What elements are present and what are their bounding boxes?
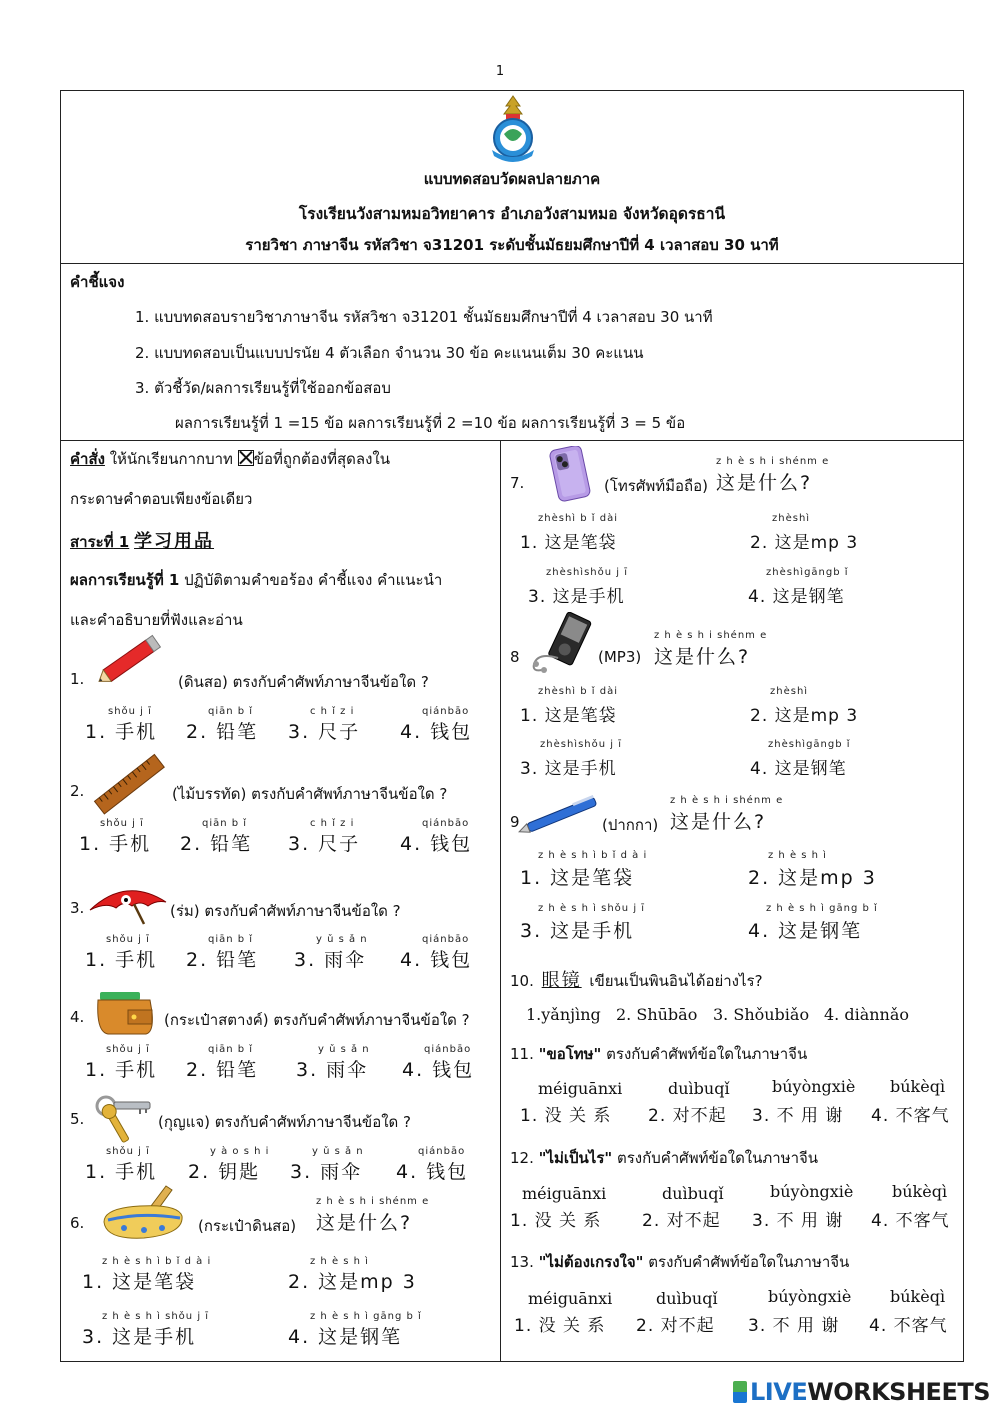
pinyin: méiguānxi (528, 1289, 613, 1308)
pinyin: z h è s h ì gāng b ǐ (310, 1311, 422, 1322)
school-name: โรงเรียนวังสามหมอวิทยาคาร อำเภอวังสามหมอ จังหวัดอุดรธานี (298, 205, 726, 223)
brand-live: LIVE (750, 1378, 808, 1406)
pinyin: shǒu j ī (100, 818, 144, 829)
answer-option[interactable]: 1. 手机 (79, 833, 152, 855)
pinyin: duìbuqǐ (662, 1184, 724, 1203)
pencil-case-icon (100, 1182, 186, 1242)
answer-option[interactable]: 3. 这是手机 (528, 587, 625, 607)
answer-option[interactable]: 2. 铅笔 (186, 1059, 259, 1081)
question-word: 眼镜 (541, 970, 582, 991)
command-label: คำสั่ง (70, 450, 105, 468)
command-text-3: กระดาษคำตอบเพียงข้อเดียว (70, 490, 253, 508)
answer-option[interactable]: 4. 不客气 (871, 1211, 950, 1231)
strand-title: 学习用品 (134, 531, 215, 552)
question-text: (ไม้บรรทัด) ตรงกับคำศัพท์ภาษาจีนข้อใด ? (172, 785, 448, 803)
question-number: 6. (70, 1214, 85, 1232)
pinyin: c h ǐ z i (310, 706, 355, 717)
answer-option[interactable]: 2. 对不起 (636, 1316, 715, 1336)
subject-line: รายวิชา ภาษาจีน รหัสวิชา จ31201 ระดับชั้นมัธยมศึกษาปีที่ 4 เวลาสอบ 30 นาที (245, 236, 779, 254)
pinyin: shǒu j ī (106, 934, 150, 945)
answer-option[interactable]: 1. 没 关 系 (520, 1106, 612, 1126)
answer-option[interactable]: 1. 这是笔袋 (520, 706, 617, 726)
question-text: (ปากกา) (602, 816, 659, 834)
outcome-text: ปฏิบัติตามคำขอร้อง คำชี้แจง คำแนะนำ (184, 571, 443, 589)
pen-icon (516, 790, 608, 840)
answer-option[interactable]: 4. 钱包 (400, 833, 473, 855)
answer-option[interactable]: 3. 不 用 谢 (748, 1316, 840, 1336)
answer-option[interactable]: 4. 钱包 (402, 1059, 475, 1081)
divider-columns (500, 440, 501, 1362)
school-emblem-icon (482, 94, 544, 166)
pinyin: z h è s h i shénm e (670, 795, 784, 806)
pinyin: qiān b ǐ (208, 1044, 254, 1055)
pinyin: qiān b ǐ (202, 818, 248, 829)
question-number: 3. (70, 899, 85, 917)
pinyin: zhèshì b ǐ dài (538, 513, 618, 524)
question-text: ตรงกับคำศัพท์ข้อใดในภาษาจีน (648, 1253, 850, 1271)
answer-option[interactable]: 1. 手机 (85, 721, 158, 743)
question-quote: "ไม่ต้องเกรงใจ" (538, 1253, 644, 1271)
answer-option[interactable]: 1. 没 关 系 (514, 1316, 606, 1336)
pinyin: z h è s h i shénm e (654, 630, 768, 641)
pinyin: búkèqì (890, 1077, 946, 1096)
answer-option[interactable]: 4. diànnǎo (824, 1005, 910, 1024)
strand-label: สาระที่ 1 (70, 533, 130, 551)
answer-option[interactable]: 4. 这是钢笔 (748, 920, 863, 942)
answer-option[interactable]: 1. 手机 (85, 949, 158, 971)
command-line (70, 447, 390, 471)
pinyin: z h è s h ì (768, 850, 827, 861)
answer-option[interactable]: 4. 不客气 (871, 1106, 950, 1126)
question-chinese: 这是什么? (316, 1212, 413, 1234)
pinyin: z h è s h ì (310, 1256, 369, 1267)
answer-option[interactable]: 4. 这是钢笔 (750, 759, 847, 779)
instructions-heading: คำชี้แจง (70, 273, 125, 291)
pinyin: zhèshìshǒu j ī (546, 567, 628, 578)
question-text: ตรงกับคำศัพท์ข้อใดในภาษาจีน (617, 1149, 819, 1167)
question-quote: "ไม่เป็นไร" (538, 1149, 613, 1167)
question-number: 4. (70, 1008, 85, 1026)
pinyin: z h è s h i shénm e (716, 456, 830, 467)
answer-option[interactable]: 2. 这是mp 3 (288, 1271, 417, 1293)
question-number: 11. (510, 1045, 534, 1063)
pinyin: z h è s h ì shǒu j ī (538, 903, 646, 914)
question-number: 2. (70, 782, 85, 800)
answer-option[interactable]: 1.yǎnjìng (526, 1005, 601, 1024)
pinyin: duìbuqǐ (656, 1289, 718, 1308)
question-chinese: 这是什么? (716, 472, 813, 494)
answer-option[interactable]: 3. 不 用 谢 (752, 1211, 844, 1231)
question-text: เขียนเป็นพินอินได้อย่างไร? (589, 972, 763, 990)
instruction-item: 1. แบบทดสอบรายวิชาภาษาจีน รหัสวิชา จ31201 ชั้นมัธยมศึกษาปีที่ 4 เวลาสอบ 30 นาที (135, 308, 713, 326)
question-number: 10. (510, 972, 534, 990)
question-number: 5. (70, 1110, 85, 1128)
answer-option[interactable]: 3. 这是手机 (520, 920, 635, 942)
question-text: (กุญแจ) ตรงกับคำศัพท์ภาษาจีนข้อใด ? (158, 1113, 411, 1131)
command-text: ให้นักเรียนกากบาท (109, 450, 233, 468)
pinyin: y ǔ s ǎ n (318, 1044, 370, 1055)
question-text: (โทรศัพท์มือถือ) (604, 477, 708, 495)
pinyin: búyòngxiè (772, 1077, 856, 1096)
answer-option[interactable]: 3. Shǒubiǎo (713, 1005, 810, 1024)
pinyin: y ǔ s ǎ n (316, 934, 368, 945)
answer-option[interactable]: 2. 这是mp 3 (748, 867, 877, 889)
answer-option[interactable]: 2. 铅笔 (180, 833, 253, 855)
answer-option[interactable]: 3. 这是手机 (82, 1326, 197, 1348)
answer-option[interactable]: 3. 雨伞 (290, 1161, 363, 1183)
outcome-line (70, 568, 442, 592)
pinyin: zhèshìgāngb ǐ (768, 739, 851, 750)
answer-option[interactable]: 1. 这是笔袋 (82, 1271, 197, 1293)
question-number: 8 (510, 648, 520, 666)
answer-option[interactable]: 3. 尺子 (288, 721, 361, 743)
question-text: (กระเป๋าดินสอ) (198, 1217, 297, 1235)
question-number: 7. (510, 474, 525, 492)
pinyin: shǒu j ī (108, 706, 152, 717)
instruction-item: ผลการเรียนรู้ที่ 1 =15 ข้อ ผลการเรียนรู้ที่ 2 =10 ข้อ ผลการเรียนรู้ที่ 3 = 5 ข้อ (175, 414, 686, 432)
pinyin: búkèqì (890, 1287, 946, 1306)
answer-option[interactable]: 1. 手机 (85, 1059, 158, 1081)
answer-option[interactable]: 2. 铅笔 (186, 949, 259, 971)
pinyin: qiánbāo (422, 934, 470, 945)
wallet-icon (94, 982, 156, 1038)
umbrella-icon (86, 880, 170, 926)
pinyin: búyòngxiè (768, 1287, 852, 1306)
pinyin: shǒu j ī (106, 1044, 150, 1055)
answer-option[interactable]: 2. Shūbāo (616, 1005, 698, 1024)
pinyin: z h è s h ì b ǐ d à i (538, 850, 648, 861)
instruction-item: 2. แบบทดสอบเป็นแบบปรนัย 4 ตัวเลือก จำนวน 30 ข้อ คะแนนเต็ม 30 คะแนน (135, 344, 644, 362)
answer-option[interactable]: 2. 铅笔 (186, 721, 259, 743)
outcome-text-2: และคำอธิบายที่ฟังและอ่าน (70, 611, 243, 629)
instruction-item: 3. ตัวชี้วัด/ผลการเรียนรู้ที่ใช้ออกข้อสอบ (135, 379, 391, 397)
pinyin: zhèshì b ǐ dài (538, 686, 618, 697)
pinyin: z h è s h ì gāng b ǐ (766, 903, 878, 914)
pinyin: méiguānxi (538, 1079, 623, 1098)
question-number: 9 (510, 813, 520, 831)
liveworksheets-mark-icon (733, 1381, 747, 1403)
answer-option[interactable]: 3. 雨伞 (294, 949, 367, 971)
page-number: 1 (495, 64, 505, 79)
answer-option[interactable]: 1. 没 关 系 (510, 1211, 602, 1231)
answer-option[interactable]: 1. 手机 (85, 1161, 158, 1183)
pinyin: qiánbāo (422, 818, 470, 829)
question-13 (510, 1250, 849, 1274)
answer-option[interactable]: 3. 不 用 谢 (752, 1106, 844, 1126)
answer-option[interactable]: 2. 钥匙 (188, 1161, 261, 1183)
question-quote: "ขอโทษ" (538, 1045, 602, 1063)
answer-option[interactable]: 2. 这是mp 3 (750, 706, 859, 726)
command-text-2: ข้อที่ถูกต้องที่สุดลงใน (253, 450, 390, 468)
answer-option[interactable]: 4. 这是钢笔 (288, 1326, 403, 1348)
liveworksheets-logo[interactable] (733, 1378, 990, 1406)
pinyin: qiánbāo (422, 706, 470, 717)
answer-option[interactable]: 2. 对不起 (648, 1106, 727, 1126)
pinyin: duìbuqǐ (668, 1079, 730, 1098)
pencil-icon (92, 628, 170, 690)
pinyin: zhèshìshǒu j ī (540, 739, 622, 750)
answer-option[interactable]: 4. 钱包 (400, 949, 473, 971)
question-text: ตรงกับคำศัพท์ข้อใดในภาษาจีน (606, 1045, 808, 1063)
pinyin: qiān b ǐ (208, 934, 254, 945)
answer-option[interactable]: 4. 钱包 (396, 1161, 469, 1183)
pinyin: zhèshì (772, 513, 811, 524)
answer-option[interactable]: 1. 这是笔袋 (520, 533, 617, 553)
keys-icon (90, 1092, 156, 1144)
ruler-icon (92, 752, 168, 818)
question-text: (MP3) (598, 648, 642, 666)
brand-worksheets: WORKSHEETS (807, 1378, 990, 1406)
answer-option[interactable]: 3. 尺子 (288, 833, 361, 855)
answer-option[interactable]: 4. 这是钢笔 (748, 587, 845, 607)
question-text: (ดินสอ) ตรงกับคำศัพท์ภาษาจีนข้อใด ? (178, 673, 429, 691)
mobile-phone-icon (532, 446, 602, 502)
cross-box-icon (238, 450, 254, 466)
exam-title: แบบทดสอบวัดผลปลายภาค (423, 170, 601, 188)
answer-option[interactable]: 1. 这是笔袋 (520, 867, 635, 889)
mp3-player-icon (528, 612, 598, 674)
strand-line (70, 527, 214, 554)
answer-option[interactable]: 4. 钱包 (400, 721, 473, 743)
pinyin: z h è s h i shénm e (316, 1196, 430, 1207)
pinyin: z h è s h ì b ǐ d à i (102, 1256, 212, 1267)
pinyin: qiánbāo (418, 1146, 466, 1157)
answer-option[interactable]: 3. 这是手机 (520, 759, 617, 779)
divider-instructions (60, 440, 964, 441)
question-text: (ร่ม) ตรงกับคำศัพท์ภาษาจีนข้อใด ? (170, 902, 401, 920)
pinyin: y à o s h i (210, 1146, 270, 1157)
pinyin: z h è s h ì shǒu j ī (102, 1311, 210, 1322)
pinyin: y ǔ s ǎ n (312, 1146, 364, 1157)
pinyin: méiguānxi (522, 1184, 607, 1203)
question-11 (510, 1042, 807, 1066)
pinyin: búyòngxiè (770, 1182, 854, 1201)
pinyin: qiánbāo (424, 1044, 472, 1055)
answer-option[interactable]: 3. 雨伞 (296, 1059, 369, 1081)
question-10 (510, 966, 763, 993)
answer-option[interactable]: 4. 不客气 (869, 1316, 948, 1336)
pinyin: qiān b ǐ (208, 706, 254, 717)
pinyin: shǒu j ī (106, 1146, 150, 1157)
divider-header (60, 263, 964, 264)
question-number: 1. (70, 670, 85, 688)
question-chinese: 这是什么? (654, 646, 751, 668)
pinyin: zhèshìgāngb ǐ (766, 567, 849, 578)
answer-option[interactable]: 2. 对不起 (642, 1211, 721, 1231)
question-number: 13. (510, 1253, 534, 1271)
pinyin: c h ǐ z i (310, 818, 355, 829)
question-chinese: 这是什么? (670, 811, 767, 833)
question-text: (กระเป๋าสตางค์) ตรงกับคำศัพท์ภาษาจีนข้อใด ? (164, 1011, 470, 1029)
question-12 (510, 1146, 818, 1170)
pinyin: zhèshì (770, 686, 809, 697)
pinyin: búkèqì (892, 1182, 948, 1201)
answer-option[interactable]: 2. 这是mp 3 (750, 533, 859, 553)
outcome-label: ผลการเรียนรู้ที่ 1 (70, 571, 180, 589)
question-number: 12. (510, 1149, 534, 1167)
